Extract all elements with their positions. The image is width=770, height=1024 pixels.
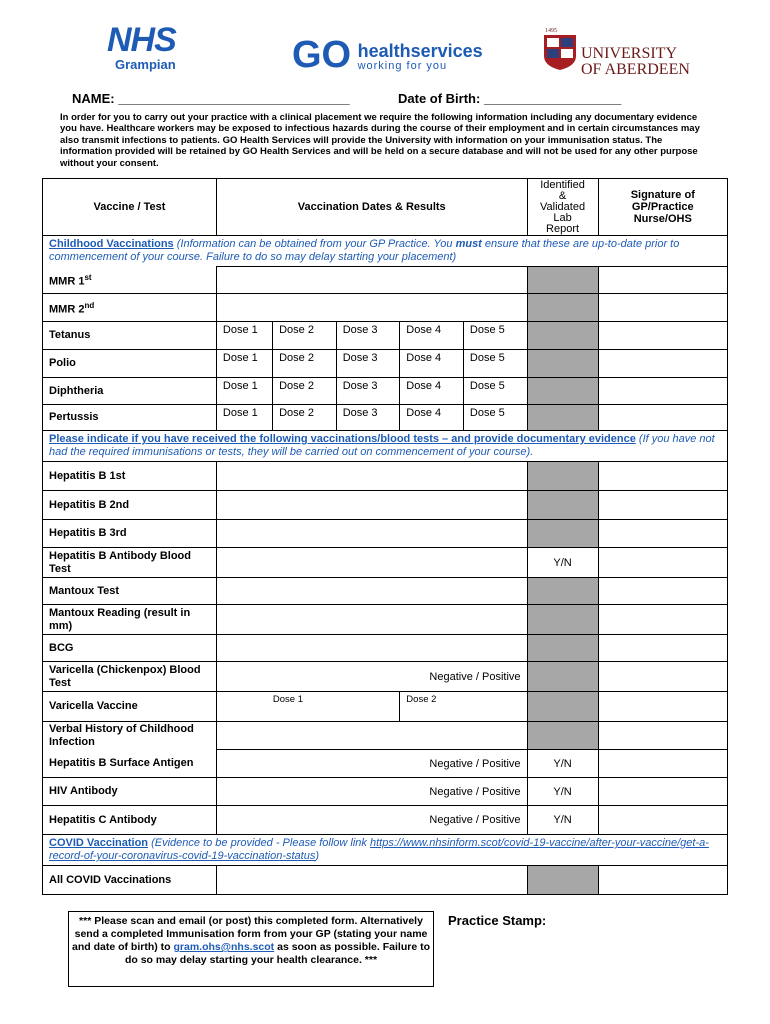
hepb2-signature[interactable] — [598, 491, 727, 520]
mmr2-label: MMR 2 — [49, 303, 85, 316]
crest-icon — [543, 26, 577, 70]
all-covid-signature[interactable] — [598, 866, 727, 895]
bcg-label: BCG — [43, 635, 217, 662]
immunisation-table — [42, 178, 728, 895]
row-mmr1 — [43, 267, 217, 294]
mantoux-lab — [527, 578, 598, 605]
hepb1-dates[interactable] — [216, 462, 527, 491]
bcg-signature[interactable] — [598, 635, 727, 662]
hepc-label: Hepatitis C Antibody — [43, 806, 217, 835]
section2-note: (If you have not had the required immunisations or tests, they will be carried out on commencement of your course). — [49, 433, 715, 458]
mantoux-dates[interactable] — [216, 578, 527, 605]
uoa-line1: UNIVERSITY — [581, 45, 677, 62]
hepb1-signature[interactable] — [598, 462, 727, 491]
mantoux-label: Mantoux Test — [43, 578, 217, 605]
uoa-year: 1495 — [545, 28, 557, 34]
verbal-history-signature[interactable] — [598, 722, 727, 750]
hepb3-dates[interactable] — [216, 520, 527, 548]
polio-dose4[interactable]: Dose 4 — [400, 350, 464, 378]
mantoux-reading-signature[interactable] — [598, 605, 727, 635]
childhood-note-post: ensure that these are up-to-date prior to commencement of your course. Failure to do so may delay starting your placement) — [49, 238, 680, 263]
polio-dose5[interactable]: Dose 5 — [463, 350, 527, 378]
mmr1-signature[interactable] — [598, 267, 727, 294]
hiv-yn[interactable]: Y/N — [527, 778, 598, 806]
childhood-note-pre: (Information can be obtained from your GP Practice. You — [173, 238, 456, 250]
polio-label: Polio — [43, 350, 217, 378]
tetanus-dose1[interactable]: Dose 1 — [216, 322, 272, 350]
hepb1-label: Hepatitis B 1st — [43, 462, 217, 491]
diphtheria-label: Diphtheria — [43, 378, 217, 405]
practice-stamp-label: Practice Stamp: — [448, 913, 547, 928]
mantoux-signature[interactable] — [598, 578, 727, 605]
childhood-section-header — [43, 236, 728, 267]
pertussis-label: Pertussis — [43, 405, 217, 431]
varicella-test-signature[interactable] — [598, 662, 727, 692]
logo-row — [0, 18, 770, 88]
verbal-history-label: Verbal History of Childhood Infection — [43, 722, 217, 750]
mantoux-reading-value[interactable] — [216, 605, 527, 635]
mmr2-sup: nd — [84, 300, 95, 310]
header-lab-l3: Validated — [540, 200, 586, 213]
diphtheria-dose2[interactable]: Dose 2 — [273, 378, 337, 405]
go-logo-line1: healthservices — [357, 41, 483, 61]
polio-dose2[interactable]: Dose 2 — [273, 350, 337, 378]
pertussis-dose5[interactable]: Dose 5 — [463, 405, 527, 431]
hepb2-lab — [527, 491, 598, 520]
tetanus-dose3[interactable]: Dose 3 — [336, 322, 400, 350]
bcg-dates[interactable] — [216, 635, 527, 662]
header-lab-l2: & — [558, 189, 567, 202]
diphtheria-dose5[interactable]: Dose 5 — [463, 378, 527, 405]
mmr1-label: MMR 1 — [49, 275, 85, 288]
tetanus-lab — [527, 322, 598, 350]
tetanus-dose5[interactable]: Dose 5 — [463, 322, 527, 350]
varicella-dose1[interactable]: Dose 1 — [216, 692, 399, 722]
header-vaccine-test: Vaccine / Test — [43, 179, 217, 236]
pertussis-signature[interactable] — [598, 405, 727, 431]
diphtheria-dose3[interactable]: Dose 3 — [336, 378, 400, 405]
covid-section-header — [43, 835, 728, 866]
all-covid-label: All COVID Vaccinations — [43, 866, 217, 895]
section2-title: Please indicate if you have received the following vaccinations/blood tests – and provide documentary evidence — [49, 433, 636, 445]
hepc-result[interactable]: Negative / Positive — [216, 806, 527, 835]
varicella-test-lab — [527, 662, 598, 692]
nhs-logo-text: NHS — [107, 21, 176, 59]
hepb-antibody-signature[interactable] — [598, 548, 727, 578]
header-signature: Signature of GP/Practice Nurse/OHS — [598, 179, 727, 236]
tetanus-label: Tetanus — [43, 322, 217, 350]
hepb1-lab — [527, 462, 598, 491]
header-lab-report — [527, 179, 598, 236]
header-lab-l1: Identified — [540, 178, 585, 191]
header-vaccination-dates: Vaccination Dates & Results — [216, 179, 527, 236]
hiv-label: HIV Antibody — [43, 778, 217, 806]
varicella-dose2[interactable]: Dose 2 — [400, 692, 527, 722]
hepb2-dates[interactable] — [216, 491, 527, 520]
hepb3-label: Hepatitis B 3rd — [43, 520, 217, 548]
diphtheria-dose4[interactable]: Dose 4 — [400, 378, 464, 405]
instructions-pre: *** Please scan and email (or post) this completed form. Alternatively send a completed Immunisation form from your GP (stating your name and date of birth) to — [72, 915, 428, 953]
mmr1-dates[interactable] — [216, 267, 527, 294]
pertussis-dose1[interactable]: Dose 1 — [216, 405, 272, 431]
instructions-post: as soon as possible. Failure to do so may delay starting your health clearance. *** — [124, 941, 430, 966]
verbal-history-lab — [527, 722, 598, 750]
hepb-antibody-label: Hepatitis B Antibody Blood Test — [43, 548, 217, 578]
header-lab-l4: Lab — [553, 211, 572, 224]
dob-field[interactable]: Date of Birth: ___________________ — [398, 91, 622, 106]
go-logo-text: GO — [292, 34, 352, 76]
hepb2-label: Hepatitis B 2nd — [43, 491, 217, 520]
diphtheria-lab — [527, 378, 598, 405]
polio-dose1[interactable]: Dose 1 — [216, 350, 272, 378]
mmr2-lab — [527, 294, 598, 322]
verbal-history-value[interactable] — [216, 722, 527, 750]
hepc-signature[interactable] — [598, 806, 727, 835]
childhood-title: Childhood Vaccinations — [49, 238, 174, 250]
email-link[interactable]: gram.ohs@nhs.scot — [173, 941, 275, 953]
tetanus-signature[interactable] — [598, 322, 727, 350]
pertussis-dose3[interactable]: Dose 3 — [336, 405, 400, 431]
childhood-note-must: must — [455, 238, 482, 250]
hepb-surface-label: Hepatitis B Surface Antigen — [43, 750, 217, 778]
row-mmr2 — [43, 294, 217, 322]
varicella-vaccine-lab — [527, 692, 598, 722]
go-health-services-logo — [292, 36, 483, 74]
bcg-lab — [527, 635, 598, 662]
tetanus-dose4[interactable]: Dose 4 — [400, 322, 464, 350]
covid-title: COVID Vaccination — [49, 837, 149, 849]
intro-text: In order for you to carry out your practice with a clinical placement we require the following information including any documentary evidence you have. Healthcare workers may be exposed to infectious hazards during the course of their employment and in certain circumstances may also transmit infections to patients. GO Health Services will provide the University with information on your immunisation status. The information provided will be retained by GO Health Services and will be held on a secure database and will not be used for any other purpose without your consent. — [60, 112, 700, 169]
mmr2-signature[interactable] — [598, 294, 727, 322]
hiv-result[interactable]: Negative / Positive — [216, 778, 527, 806]
polio-dose3[interactable]: Dose 3 — [336, 350, 400, 378]
pertussis-dose2[interactable]: Dose 2 — [273, 405, 337, 431]
hepb3-lab — [527, 520, 598, 548]
varicella-vaccine-signature[interactable] — [598, 692, 727, 722]
all-covid-dates[interactable] — [216, 866, 527, 895]
hepb-surface-signature[interactable] — [598, 750, 727, 778]
header-lab-l5: Report — [546, 222, 580, 235]
mmr1-sup: st — [84, 272, 92, 282]
hepb-antibody-yn[interactable]: Y/N — [527, 548, 598, 578]
mantoux-reading-lab — [527, 605, 598, 635]
hepb3-signature[interactable] — [598, 520, 727, 548]
hepb-surface-result[interactable]: Negative / Positive — [216, 750, 527, 778]
varicella-vaccine-label: Varicella Vaccine — [43, 692, 217, 722]
uoa-line2: OF ABERDEEN — [581, 61, 690, 78]
mmr1-lab — [527, 267, 598, 294]
section2-header — [43, 431, 728, 462]
mantoux-reading-label: Mantoux Reading (result in mm) — [43, 605, 217, 635]
polio-signature[interactable] — [598, 350, 727, 378]
covid-close: ) — [315, 850, 320, 862]
hepc-yn[interactable]: Y/N — [527, 806, 598, 835]
pertussis-lab — [527, 405, 598, 431]
varicella-test-label: Varicella (Chickenpox) Blood Test — [43, 662, 217, 692]
tetanus-dose2[interactable]: Dose 2 — [273, 322, 337, 350]
pertussis-dose4[interactable]: Dose 4 — [400, 405, 464, 431]
diphtheria-signature[interactable] — [598, 378, 727, 405]
varicella-test-result[interactable]: Negative / Positive — [216, 662, 527, 692]
diphtheria-dose1[interactable]: Dose 1 — [216, 378, 272, 405]
name-field[interactable]: NAME: ________________________________ — [72, 91, 350, 106]
nhs-grampian-logo — [107, 23, 187, 72]
instructions-box — [68, 911, 434, 987]
covid-note: (Evidence to be provided - Please follow link — [148, 837, 370, 849]
go-logo-line2: working for you — [357, 60, 448, 72]
nhs-logo-sub: Grampian — [115, 57, 176, 72]
mmr2-dates[interactable] — [216, 294, 527, 322]
hepb-antibody-dates[interactable] — [216, 548, 527, 578]
polio-lab — [527, 350, 598, 378]
hepb-surface-yn[interactable]: Y/N — [527, 750, 598, 778]
hiv-signature[interactable] — [598, 778, 727, 806]
all-covid-lab — [527, 866, 598, 895]
covid-link[interactable]: https://www.nhsinform.scot/covid-19-vaccine/after-your-vaccine/get-a-record-of-your-coronavirus-covid-19-vaccination-status — [49, 837, 709, 862]
